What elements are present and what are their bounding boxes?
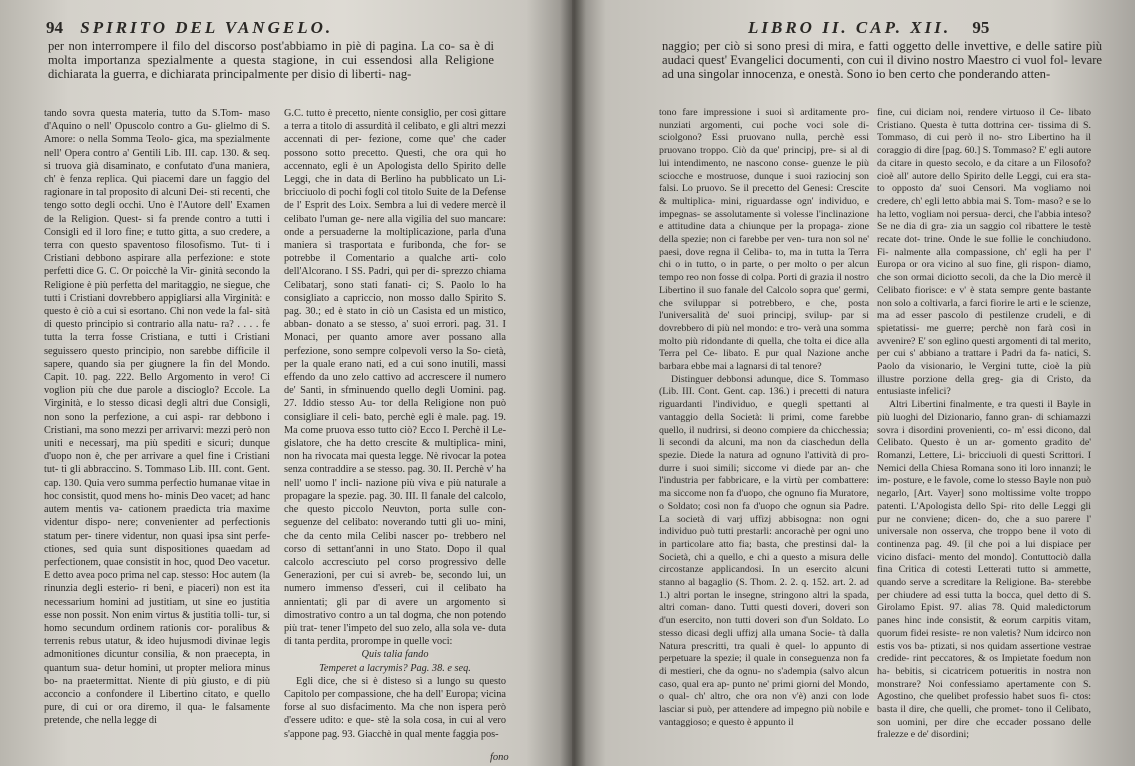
right-col2-paragraph-2: Altri Libertini finalmente, e tra questi il Bayle in più luoghi del Dizionario, fanno gran- di schiamazzi sovra i disordini provenienti, co- m' essi dicono, dal Celibato. Questo è un ar- gomento gradito de' Romanzi, Lettere, Li- bricciuoli di questi Scrittori. I Nemici della Chiesa Romana sono iti loro innanzi; le im- posture, e le favole, come lo stesso Bayle non può negarlo, [Art. Vayer] sono moltissime volte troppo patenti. L'Apologista dello Spi- rito delle Leggi gli pur ne conviene; dicen- do, che a suo parere l' universale non osserva, che troppo bene il voto di continenza pag. 49. [il che poi a lui dispiace per vicino disfaci- mento del mondo]. Contuttociò dalla fina Critica di cotesti Letterati tutto si ammette, quando serve a screditare la Religione. Ba- sterebbe per chiudere ad essi tutta la bocca, quel detto di S. Girolamo Epist. 97. alias 78. Quid maledictorum panes hinc inde consistit, & eorum carpitis vitam, quorum fidei resiste- re non valetis? Num idcirco non estis vos ba- ptizati, si nos quidam assertione vestrae credide- rint peccatores, & os Impietate foedum non ha- bebitis, si cicatricem potueritis in nostra non monstrare? Noi confessiamo apertamente con S. Agostino, che quelibet professio habet suos fi- ctos: basta il dire, che quelli, che promet- tono il Celibato, son uomini, per dire che eccader possano delle fralezze e de' disordini; xyxy=(877,399,1091,741)
left-catchword: fono xyxy=(490,752,509,763)
left-header-title: SPIRITO DEL VANGELO. xyxy=(80,18,334,37)
right-col1-paragraph-2: Distinguer debbonsi adunque, dice S. Tommaso (Lib. III. Cont. Gent. cap. 136.) i precetti di natura riguardanti l'individuo, e quegli spettanti al vantaggio della Società: li primi, come farebbe quello, il nudrirsi, si deono compiere da chicchessia; li secondi da alcuni, ma non da ciaschedun della spezie. Diede la natura ad ognuno l'attività di pro- durre i suoi simili; siccome vi diede par an- che l'industria per fabbricare, e la virtù per combattere: ma siccome non fa d'uopo, che ognuno fia Muratore, o Soldato; così non fa d'uopo che ognun sia Padre. La società di varj uffizj abbisogna: non ogni individuo può tutti prestarli: ancorachè per ogni uno in particolare atto fia; basta, che prestinsi dal- la Società, chi a quello, e chi a questo a misura delle circostanze applicandosi. In un esercito alcuni stanno al bagaglio (S. Thom. 2. 2. q. 152. art. 2. ad 1.) altri portan le insegne, stringono altri la spada, altri coman- dano. Tutti questi doveri, doveri son d'un esercito, non tutti doveri son d'un Soldato. Lo stesso dicasi degli uffizj alla umana Socie- tà dalla Natura prescritti, tra quali è quel- lo appunto di perpetuare la spezie; il quale in conseguenza non fa di mestieri, che da ognu- no s'adempia (salvo alcun caso, qual era ap- punto ne' primi giorni del Mondo, o qual- ch' altro, che ora non v'è) anzi con lode lasciar si può, per attendere ad impegno più nobile e vantaggioso; e questo è appunto il xyxy=(659,373,869,728)
right-col2-paragraph-1: fine, cui diciam noi, rendere virtuoso il Ce- libato Cristiano. Questa è tutta dottrina cer- tissima di S. Tommaso, di cui però il no- stro Libertino ha il coraggio di dire [pag. 60.] S. Tommaso? E' egli autore da citare in questo secolo, e da citare a un Filosofo? cioè all' autore dello Spirito delle Leggi, cui era sta- to opposto da' suoi Censori. Ma vogliamo noi credere, ch' egli letto abbia mai S. Tom- maso? e se lo ha letto, vogliam noi persua- derci, che l'abbia inteso? Se ne dia di gra- zia un saggio col ribattere le testè recate dot- trine. Onde le sue follie le conchiudono. Fi- nalmente alla compassione, ch' egli ha per l' Europa or ora vicino al suo fine, gli rispon- diamo, che son ormai diciotto secoli, da che la Dio mercè il Celibato fiorisce: e v' è stata sempre gente bastante non solo a coltivarla, a farci fiorire le arti e le scienze, ma ad esser pascolo di pestilenze crudeli, e di spietatissi- me guerre; perchè non farà così in avvenire? E' son eglino questi argomenti di tal merito, per cui s' abbiano a trattare i Padri da fa- natici, S. Paolo da visionario, le Vergini tutte, cioè la più illustre porzione della greg- gia di Cristo, da entusiaste infelici? xyxy=(877,107,1091,398)
left-column-1 xyxy=(44,107,270,728)
left-col2-paragraph-2: Egli dice, che si è disteso sì a lungo su questo Capitolo per compassione, che ha dell' Europa; vicina forse al suo disfacimento. Ma che non ispera però d'essere udito: e que- stè la sola cosa, in cui al vero s'appone pag. 93. Giacchè in qual mente faggia pos- xyxy=(284,675,506,740)
left-col2-paragraph: G.C. tutto è precetto, niente consiglio, per così gittare a terra a titolo di assurdità il celibato, e gli altri mezzi accennati di per- fezione, come que' che cader possono sotto precetto. Questi, che ora quì ho accennato, egli è un Apologista dello Spirito delle Leggi, che in data di Berlino ha pubblicato un Li- bricciuolo di pochi fogli col titolo Suite de la Defense de l' Esprit des Loix. Sembra a lui di vedere mercè il celibato l'uman ge- nere alla vigilia del suo mancare: onde a persuaderne la moltiplicazione, parla d'una maniera sì trasportata e furibonda, che for- se potrebbe il Comentario a qualche arti- colo dell'Alcorano. I SS. Padri, quì per di- sprezzo chiama Celibatarj, sono stati fanati- ci; S. Paolo lo ha consigliato a capriccio, non mosso dallo Spirito S. pag. 30.; ed è stato in ciò un Casista ed un mistico, abban- donato a se stesso, a' suoi errori. pag. 31. I Monaci, per quanto amore aver possano alla perfezione, sono sempre colpevoli verso la So- cietà, per la quale erano nati, ed a cui sono inutili, massi effendo da uno zelo cattivo ad accrescere il numero de' Santi, in sfminuendo quello degli Uomini. pag. 27. Iddio stesso Au- tor della Religione non può consigliare il celi- bato, perchè egli è male. pag. 19. Ma come pruova esso tutto ciò? Ecco I. Perchè il Le- gislatore, che ha detto crescite & multiplica- mini, non ha rivocata mai questa legge. Nè rivocar la potea senza contraddire a se stesso. pag. 30. II. Perchè v' ha nell' uomo l' incli- nazione più viva e più naturale a propagare la spezie. pag. 30. III. Il fanale del calcolo, che questo piccolo Neuvton, porta sulle con- seguenze del celibato: noverando tutti gli uo- mini, che da cento mila Celibi nascer po- trebbero nel corso di settant'anni in uno Stato. Dopo il qual calcolo accresciuto pel corso progressivo delle Generazioni, per cui si avreb- be, secondo lui, un numero immenso d'esseri, cui il celibato ha annientati; gli par di avere un argomento sì dimostrativo contro a un tal dogma, che non potendo più trat- tener l'impeto del suo zelo, alla sola ve- duta di tanta perdita, prorompe in quelle voci: xyxy=(284,108,506,648)
right-header-title: LIBRO II. CAP. XII. xyxy=(748,18,952,37)
right-col1-paragraph-1: tono fare impressione i suoi sì arditamente pro- nunziati argomenti, cui poche voci sole di- sciolgono? Essi pruovano nulla, perchè essi pruovano troppo. Ciò da que' principj, pre- si al di lui intendimento, ne nascono conse- guenze le più sciocche e mostruose, dunque i suoi raziocinj son falsi. Lo pruovo. Se il precetto del Genesi: Crescite & multiplica- mini, riguardasse ogn' individuo, e impegnas- se assolutamente sì volesse l'inclinazione e attitudine data a chiunque per la propaga- zione della spezie; non ci farebbe per ven- tura non sol ne' paesi, dove regna il Celiba- to, ma in tutta la Terra chi o in tutto, o in parte, o per molto o per alcun tempo reo non fosse di colpa. Porti di grazia il nostro Libertino il suo fanale del Calcolo sopra que' germi, che sviluppar si potrebbero, e che, posta l'universalità de' suoi principj, svilup- par si dovrebbero di più nel mondo: e tro- verà una somma molto più ridondante di quella, che tolta ei dice alla Terra pel Ce- libato. E pur qual Nazione anche barbara ebbe mai a lagnarsi di tal tenore? xyxy=(659,107,869,373)
left-col2-quote-line-1: Quis talia fando xyxy=(361,649,429,661)
left-col1-text: tando sovra questa materia, tutto da S.Tom- maso d'Aquino o nell' Opuscolo contro a Gu- glielmo di S. Amore: o nella Somma Teolo- gica, ma spezialmente nell' Opera contro a' Gentili Lib. III. cap. 130. & seq. si truova già disaminato, e confutato d'una maniera, ch' è fenza replica. Quì piacemi dare un faggio del ragionare in tal proposito di alcuni Dei- sti recenti, che tengo sotto degli occhi. Uno è l'Autore dell' Examen de la Religion. Quest- si fa prende contro a tutti i Consigli ed il loro fine; e tutto gitta, a suo credere, a terra con questo spaventoso filosofismo. Tut- ti i Cristiani debbono aspirare alla perfezione: e stote perfetti dice G. C. Or poicchè la Vir- ginità secondo la Religione è più perfetta del maritaggio, ne siegue, che tutti i Cristiani dovrebbero appigliarsi alla Virginità: e questo è ciò a cui si esortano. Chi non vede la fal- sità di questo principio sì contrario alla natu- ra? . . . . fe tutta la terra fosse Cristiana, e tutti i Cristiani seguissero questo principio, non sarebbe difficile il sapere, quando sia per giugnere la fin del Mondo. Capit. 10. pag. 222. Bello Argomento in vero! Ci voglion più che due parole a discioglo? Eccole. La Virginità, e lo stesso dicasi degli altri due Consigli, non sono la perfezione, a cui aspi- rar debbono i Cristiani, ma sono mezzi per arrivarvi: mezzi però non uniti e necessarj, ma più spediti e sicuri; dunque d'uopo non è, che per arrivare a quel fine i Cristiani tut- ti gli abbraccino. S. Tommaso Lib. III. cont. Gent. cap. 130. Quia vero summa perfectio humanae vitae in hoc consistit, quod mens ho- minis Deo vacet; ad hanc autem mentis va- cationem praedicta tria maxime videntur dispo- nere; convenienter ad perfectionis statum per- tinere videntur, non quasi ipsa sint perfe- ctiones, sed quia sunt dispositiones quaedam ad perfectionem, quae consistit in hoc, quod Deo vacetur. E detto avea poco prima nel cap. stesso: Hoc autem (la rinunzia degli esterio- ri beni, e piaceri) non est ita necessarium homini ad justitiam, ut sine eo justitia esse non possit. Non enim virtus & justitia tolli- tur, si homo secundum ordinem rationis cor- poralibus & terrenis rebus utatur, & ideo hujusmodi divinae legis admonitiones dicuntur consilia, & non praecepta, in quantum sua- detur homini, ut propter meliora minus bo- na praetermittat. Niente di più giusto, e di più acconcio a confondere il Libertino citato, e quello pure, di cui or ora diremo, il qua- le falsamente pretende, che nella legge di xyxy=(44,108,270,727)
left-page-number: 94 xyxy=(46,18,63,37)
right-column-2 xyxy=(877,107,1091,742)
right-column-1 xyxy=(659,107,869,729)
right-top-paragraph: naggio; per ciò si sono presi di mira, e fatti oggetto delle invettive, e delle satire più audaci quest' Evangelici documenti, con cui il divino nostro Maestro ci vuol fol- levare ad una singolar innocenza, e onestà. Sono io ben certo che ponderando atten- xyxy=(662,39,1102,81)
left-column-2 xyxy=(284,107,506,741)
left-col2-quote-line-2: Temperet a lacrymis? Pag. 38. e seq. xyxy=(319,662,471,674)
left-running-head xyxy=(46,18,333,38)
left-top-paragraph: per non interrompere il filo del discorso post'abbiamo in piè di pagina. La co- sa è di molta importanza spezialmente a questa stagione, in cui essendosi alla Religione dichiarata la guerra, e dichiarata principalmente per disio di liberti- nag- xyxy=(48,39,494,81)
right-running-head xyxy=(748,18,989,38)
right-page xyxy=(572,0,1135,766)
right-page-number: 95 xyxy=(972,18,990,37)
